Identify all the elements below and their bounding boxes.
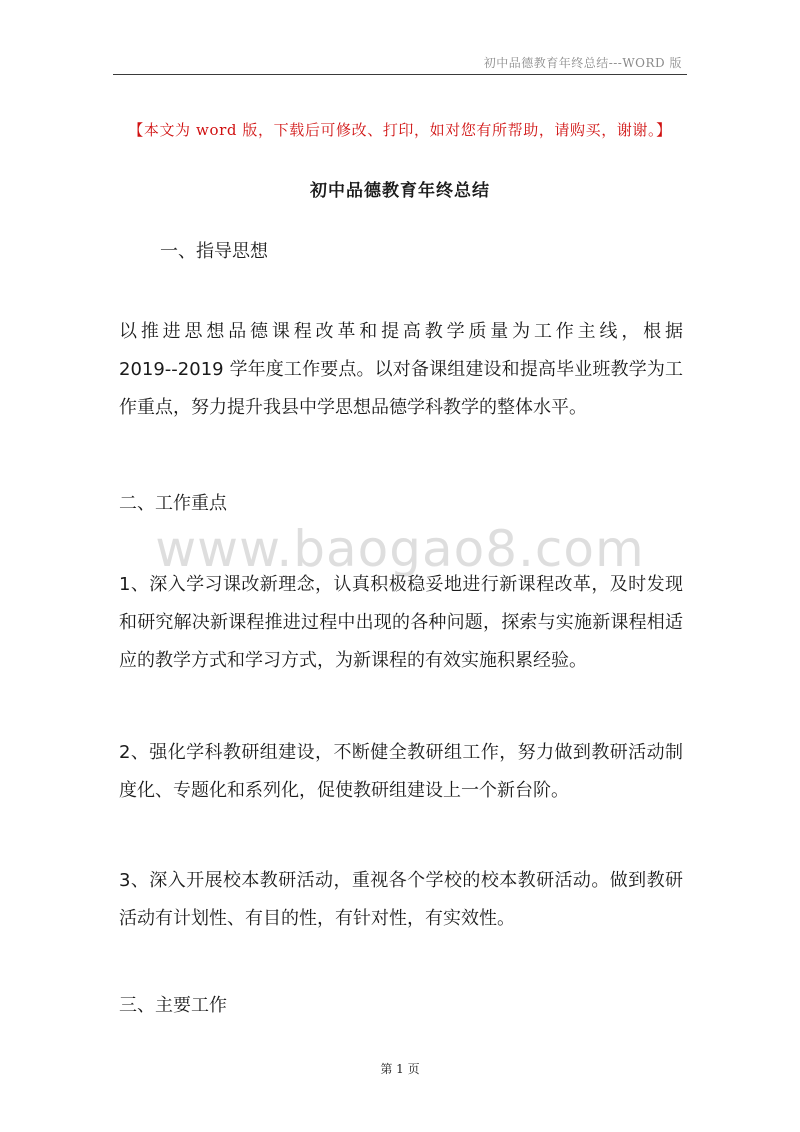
section-heading-2: 二、工作重点 bbox=[119, 493, 227, 514]
list-item-1 bbox=[119, 566, 683, 680]
list-item-2 bbox=[119, 734, 683, 810]
section-heading-1: 一、指导思想 bbox=[160, 241, 268, 262]
paragraph-line: 以推进思想品德课程改革和提高教学质量为工作主线，根据 bbox=[119, 321, 683, 342]
section-heading-3: 三、主要工作 bbox=[119, 995, 227, 1016]
document-title: 初中品德教育年终总结 bbox=[310, 181, 490, 201]
paragraph: 3、深入开展校本教研活动，重视各个学校的校本教研活动。做到教研活动有计划性、有目的性，有针对性，有实效性。 bbox=[119, 870, 683, 929]
paragraph: 2019--2019 学年度工作要点。以对备课组建设和提高毕业班教学为工作重点，努力提升我县中学思想品德学科教学的整体水平。 bbox=[119, 359, 683, 418]
section-1-body bbox=[119, 313, 683, 427]
page-number: 第 1 页 bbox=[380, 1062, 420, 1076]
running-header: 初中品德教育年终总结---WORD 版 bbox=[483, 56, 682, 70]
paragraph: 1、深入学习课改新理念，认真积极稳妥地进行新课程改革，及时发现和研究解决新课程推进过程中出现的各种问题，探索与实施新课程相适应的教学方式和学习方式，为新课程的有效实施积累经验。 bbox=[119, 574, 683, 671]
watermark: www.baogao8.com bbox=[155, 520, 645, 578]
header-rule bbox=[113, 74, 687, 75]
paragraph: 2、强化学科教研组建设，不断健全教研组工作，努力做到教研活动制度化、专题化和系列化，促使教研组建设上一个新台阶。 bbox=[119, 742, 683, 801]
download-notice: 【本文为 word 版，下载后可修改、打印，如对您有所帮助，请购买，谢谢。】 bbox=[128, 121, 672, 139]
list-item-3 bbox=[119, 862, 683, 938]
